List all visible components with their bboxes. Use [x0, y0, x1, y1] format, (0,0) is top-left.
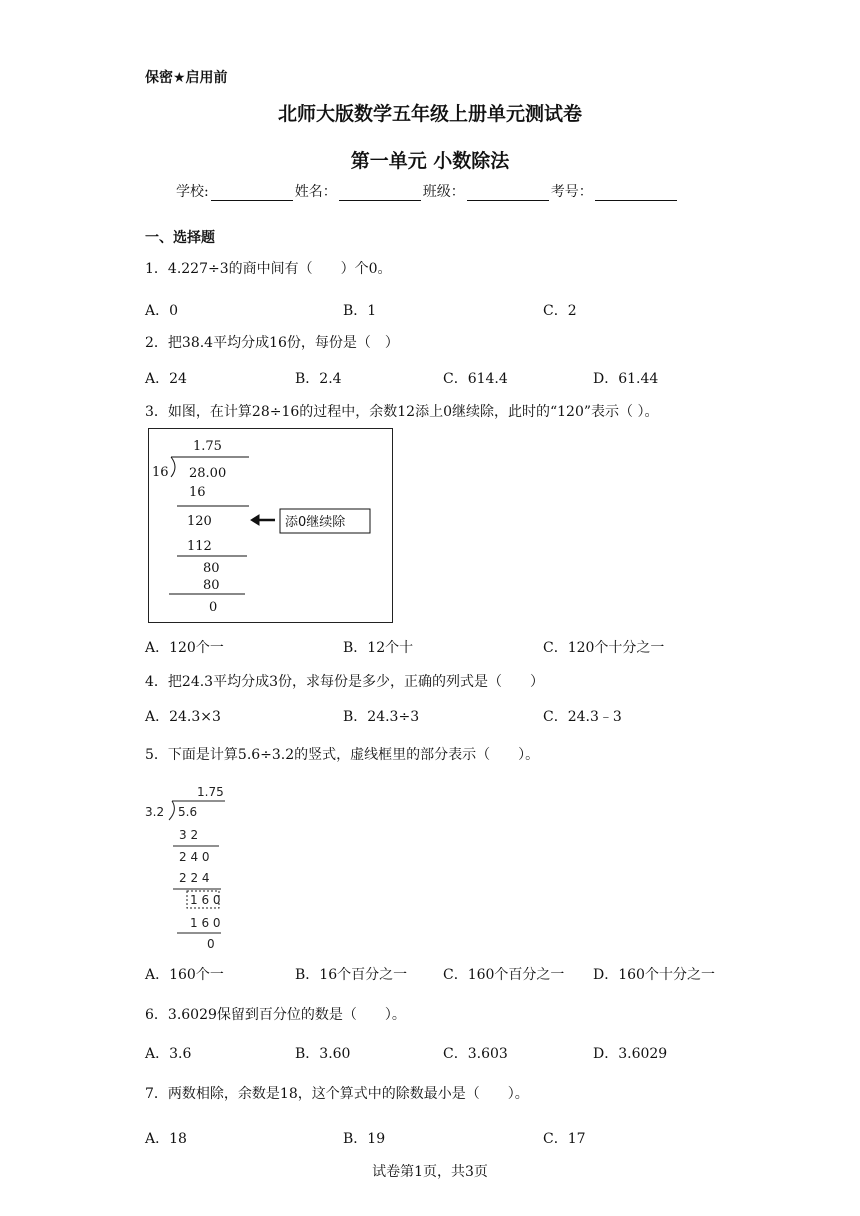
student-info-line [176, 181, 679, 201]
question-3: 3．如图，在计算28÷16的过程中，余数12添上0继续除，此时的“120”表示（ ）。 [145, 404, 659, 420]
q4-option-a[interactable]: A．24.3×3 [145, 709, 221, 725]
q1-option-c[interactable]: C．2 [543, 303, 577, 319]
class-blank[interactable] [467, 186, 549, 201]
question-6: 6．3.6029保留到百分位的数是（ ）。 [145, 1007, 406, 1023]
q5-option-d[interactable]: D．160个十分之一 [593, 967, 715, 983]
fig2-step-5: 1 6 0 [190, 916, 221, 930]
question-7: 7．两数相除，余数是18，这个算式中的除数最小是（ ）。 [145, 1086, 529, 1102]
q7-option-c[interactable]: C．17 [543, 1131, 586, 1147]
q3-option-c[interactable]: C．120个十分之一 [543, 640, 665, 656]
q7-option-a[interactable]: A．18 [145, 1131, 187, 1147]
q2-option-a[interactable]: A．24 [145, 371, 187, 387]
question-1: 1．4.227÷3的商中间有（ ）个0。 [145, 261, 392, 277]
q6-option-c[interactable]: C．3.603 [443, 1046, 508, 1062]
name-label: 姓名： [294, 184, 337, 200]
question-4: 4．把24.3平均分成3份，求每份是多少，正确的列式是（ ） [145, 674, 544, 690]
q4-option-c[interactable]: C．24.3﹣3 [543, 709, 622, 725]
q6-option-b[interactable]: B．3.60 [295, 1046, 351, 1062]
unit-title: 第一单元 小数除法 [350, 150, 510, 172]
q5-option-b[interactable]: B．16个百分之一 [295, 967, 408, 983]
q6-option-a[interactable]: A．3.6 [145, 1046, 192, 1062]
q1-option-a[interactable]: A．0 [145, 303, 179, 319]
fig2-step-2: 2 4 0 [179, 850, 210, 864]
fig1-step-2: 120 [187, 514, 212, 529]
fig1-step-4: 80 [203, 561, 220, 576]
q7-option-b[interactable]: B．19 [343, 1131, 386, 1147]
school-label: 学校: [176, 184, 209, 200]
q1-option-b[interactable]: B．1 [343, 303, 377, 319]
fig2-divisor: 3.2 [145, 805, 165, 819]
question-2: 2．把38.4平均分成16份，每份是（ ） [145, 335, 399, 351]
long-division-figure-2 [145, 782, 235, 954]
page-footer: 试卷第1页，共3页 [372, 1164, 488, 1180]
q5-option-a[interactable]: A．160个一 [145, 967, 224, 983]
fig2-step-6: 0 [207, 937, 215, 951]
exam-number-label: 考号： [550, 184, 593, 200]
fig2-dividend: 5.6 [178, 805, 198, 819]
fig1-step-6: 0 [209, 600, 218, 615]
fig2-quotient: 1.75 [197, 785, 224, 799]
confidential-mark: 保密★启用前 [145, 70, 228, 86]
q2-option-d[interactable]: D．61.44 [593, 371, 659, 387]
q6-option-d[interactable]: D．3.6029 [593, 1046, 668, 1062]
fig1-divisor: 16 [152, 465, 169, 480]
fig2-step-3: 2 2 4 [179, 871, 210, 885]
question-5: 5．下面是计算5.6÷3.2的竖式，虚线框里的部分表示（ ）。 [145, 747, 540, 763]
q2-option-c[interactable]: C．614.4 [443, 371, 508, 387]
class-label: 班级： [422, 184, 465, 200]
fig2-step-4: 1 6 0 [190, 893, 221, 907]
fig1-step-1: 16 [189, 485, 206, 500]
q4-option-b[interactable]: B．24.3÷3 [343, 709, 420, 725]
q2-option-b[interactable]: B．2.4 [295, 371, 342, 387]
fig1-quotient: 1.75 [193, 439, 222, 454]
name-blank[interactable] [339, 186, 421, 201]
fig1-dividend: 28.00 [189, 466, 227, 481]
fig1-callout: 添0继续除 [285, 515, 346, 530]
school-blank[interactable] [211, 186, 293, 201]
exam-title: 北师大版数学五年级上册单元测试卷 [277, 103, 582, 125]
q3-option-a[interactable]: A．120个一 [145, 640, 224, 656]
q3-option-b[interactable]: B．12个十 [343, 640, 414, 656]
section-title: 一、选择题 [145, 230, 215, 246]
long-division-figure-1 [148, 428, 393, 623]
fig2-step-1: 3 2 [179, 828, 199, 842]
exam-number-blank[interactable] [595, 186, 677, 201]
fig1-step-5: 80 [203, 578, 220, 593]
q5-option-c[interactable]: C．160个百分之一 [443, 967, 565, 983]
fig1-step-3: 112 [187, 539, 212, 554]
